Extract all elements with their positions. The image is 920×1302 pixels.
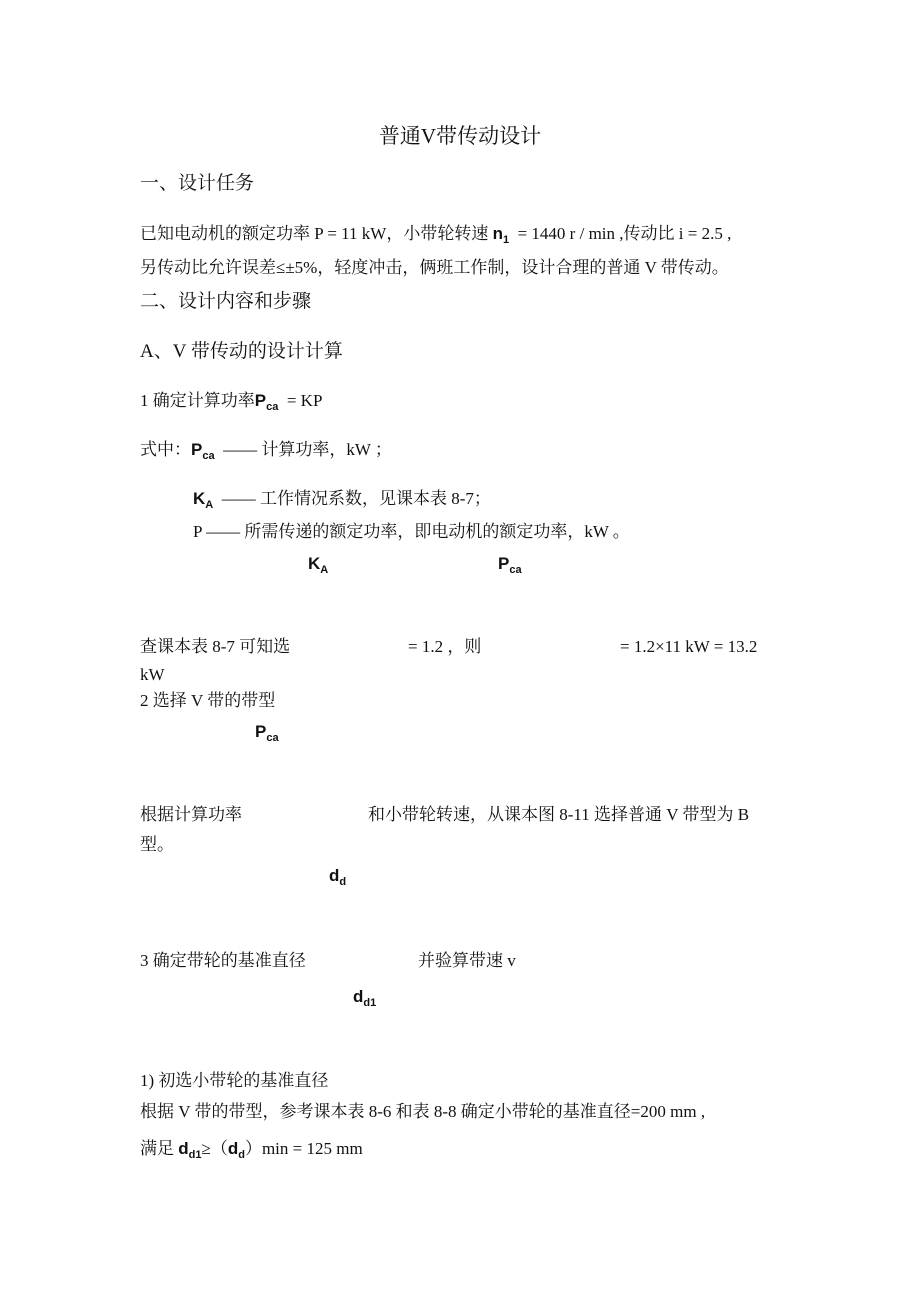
step-2: 2 选择 V 带的带型 [140, 691, 276, 710]
lookup-text: = 1.2×11 kW = 13.2 [620, 637, 758, 656]
substep-1-cond: 满足 $d_{d1}\ge(d_d)\min = 125$ mm [140, 1139, 363, 1161]
where-pca: 式中：$P_{ca}$ —— 计算功率，kW ； [140, 440, 392, 462]
math-pca: $P_{ca}$ [498, 554, 522, 576]
paragraph [140, 223, 731, 251]
math-dd: $d_d$ [329, 866, 347, 888]
section-heading: 二、设计内容和步骤 [140, 291, 312, 312]
lookup-text: 查课本表 8-7 可知选 [140, 637, 291, 656]
math-dd1: $d_{d1}$ [353, 987, 377, 1009]
substep-1-text: 根据 V 带的带型，参考课本表 8-6 和表 8-8 确定小带轮的基准直径=200 mm , [140, 1102, 706, 1121]
math-pca: $P_{ca}$ [254, 391, 279, 413]
lookup-text: = 1.2 ，则 [408, 637, 482, 656]
paragraph: 另传动比允许误差≤±5%，轻度冲击，俩班工作制，设计合理的普通 V 带传动。 [140, 258, 729, 277]
step-1: 1 确定计算功率$P_{ca}$ = KP [140, 391, 323, 413]
lookup-unit: kW [140, 665, 165, 684]
text: = 1440 r / min ,传动比 i = 2.5 , [517, 224, 732, 243]
math-pca: $P_{ca}$ [255, 722, 279, 744]
text: 已知电动机的额定功率 P = 11 kW，小带轮转速 [140, 224, 489, 243]
page-title: 普通V带传动设计 [378, 124, 542, 148]
subheading: A、V 带传动的设计计算 [140, 341, 343, 362]
step-2-text: 型。 [140, 835, 174, 854]
where-p: P —— 所需传递的额定功率，即电动机的额定功率，kW 。 [193, 522, 630, 541]
step-3: 并验算带速 v [418, 951, 516, 970]
math-ka: $K_A$ [308, 554, 329, 576]
step-3: 3 确定带轮的基准直径 [140, 951, 306, 970]
substep-1: 1) 初选小带轮的基准直径 [140, 1071, 329, 1090]
math-n1: $n_1$ [492, 224, 510, 246]
section-heading: 一、设计任务 [140, 173, 255, 194]
step-2-text: 根据计算功率 [140, 805, 242, 824]
where-ka: $K_A$ —— 工作情况系数，见课本表 8-7； [193, 489, 491, 511]
step-2-text: 和小带轮转速，从课本图 8-11 选择普通 V 带型为 B [368, 805, 750, 824]
